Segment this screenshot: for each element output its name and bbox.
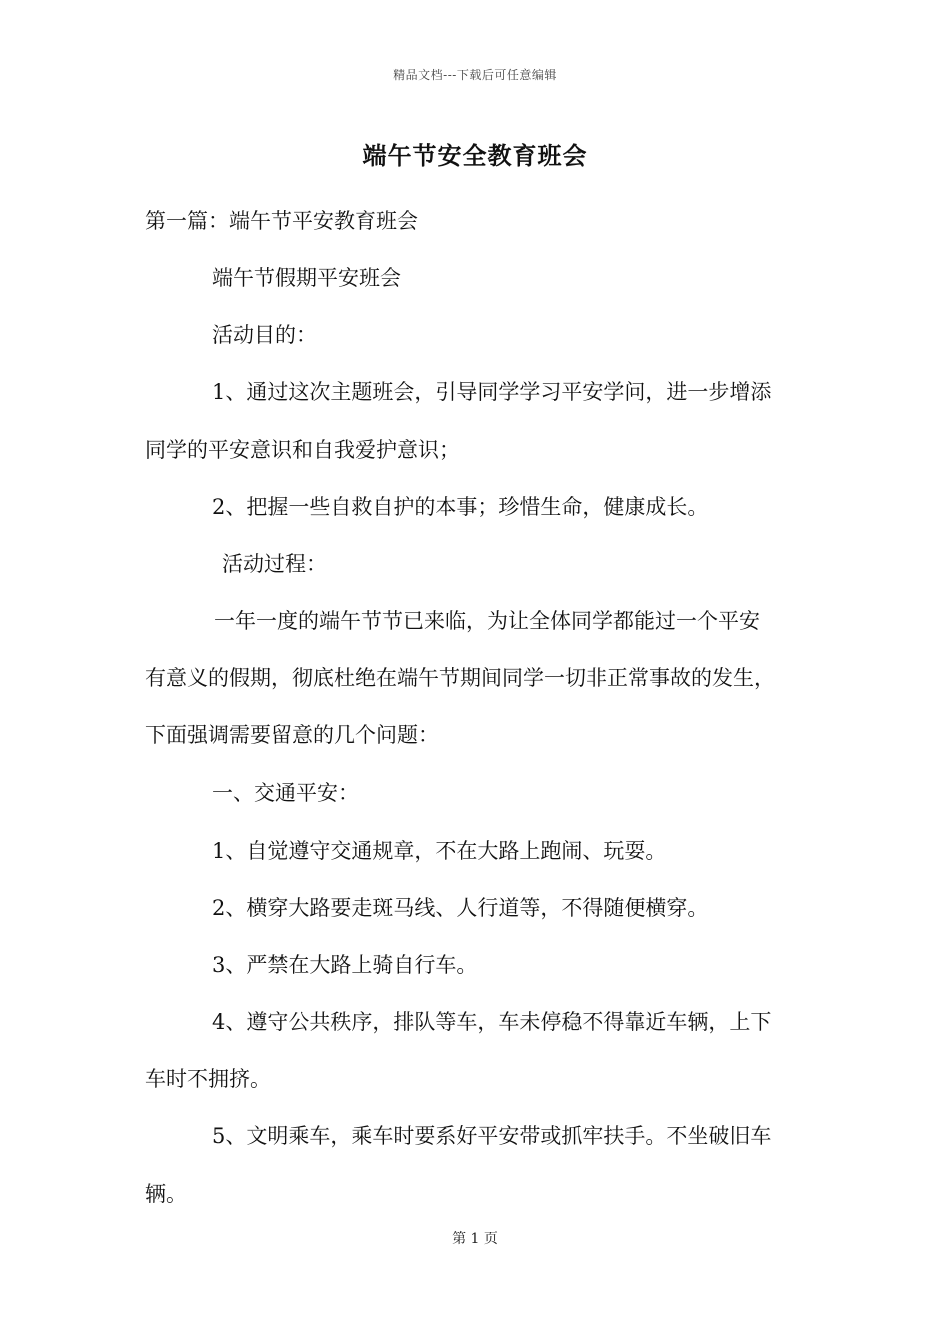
paragraph-line: 端午节假期平安班会 — [212, 266, 401, 290]
paragraph-line: 4、遵守公共秩序，排队等车，车未停稳不得靠近车辆，上下 — [212, 1010, 772, 1034]
page-number-footer: 第 1 页 — [452, 1231, 498, 1247]
paragraph-line: 1、自觉遵守交通规章，不在大路上跑闹、玩耍。 — [212, 839, 667, 863]
page-header-note: 精品文档---下载后可任意编辑 — [393, 68, 557, 82]
paragraph-line: 5、文明乘车，乘车时要系好平安带或抓牢扶手。不坐破旧车 — [212, 1124, 772, 1148]
paragraph-line: 3、严禁在大路上骑自行车。 — [212, 953, 478, 977]
document-title: 端午节安全教育班会 — [362, 141, 588, 170]
paragraph-line: 有意义的假期，彻底杜绝在端午节期间同学一切非正常事故的发生， — [145, 666, 775, 690]
paragraph-line: 辆。 — [145, 1182, 187, 1206]
paragraph-line: 活动过程： — [222, 552, 327, 576]
paragraph-line: 2、把握一些自救自护的本事；珍惜生命，健康成长。 — [212, 495, 709, 519]
paragraph-line: 同学的平安意识和自我爱护意识； — [145, 438, 460, 462]
paragraph-line: 2、横穿大路要走斑马线、人行道等，不得随便横穿。 — [212, 896, 709, 920]
paragraph-line: 一、交通平安： — [212, 781, 359, 805]
paragraph-line: 车时不拥挤。 — [145, 1067, 271, 1091]
paragraph-line: 一年一度的端午节节已来临，为让全体同学都能过一个平安 — [214, 609, 760, 633]
section-heading: 第一篇：端午节平安教育班会 — [145, 209, 418, 233]
paragraph-line: 活动目的： — [212, 323, 317, 347]
paragraph-line: 1、通过这次主题班会，引导同学学习平安学问，进一步增添 — [212, 380, 772, 404]
paragraph-line: 下面强调需要留意的几个问题： — [145, 723, 439, 747]
